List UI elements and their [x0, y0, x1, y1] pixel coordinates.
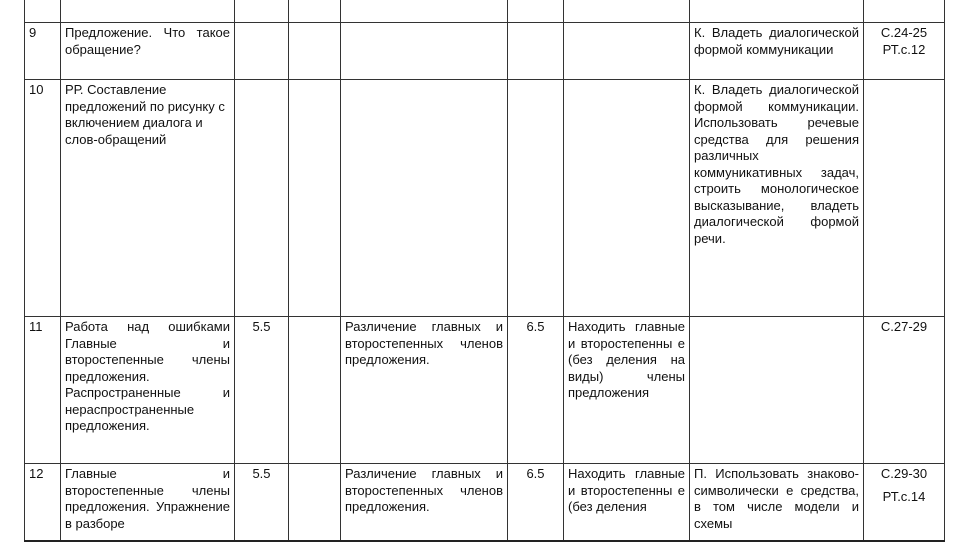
table-row [25, 317, 945, 464]
uud-text [690, 317, 864, 464]
table-top-row [25, 0, 945, 23]
content-2 [564, 80, 690, 317]
row-number: 11 [25, 317, 61, 464]
hours-1 [235, 23, 289, 80]
hours-1: 5.5 [235, 464, 289, 542]
page-refs [864, 80, 945, 317]
hours-1 [235, 80, 289, 317]
hours-1: 5.5 [235, 317, 289, 464]
empty-cell [289, 317, 341, 464]
lesson-topic: РР. Составление предложений по рисунку с включением диалога и слов-обращений [61, 80, 235, 317]
table-row [25, 80, 945, 317]
uud-text: К. Владеть диалогической формой коммуникации. Использовать речевые средства для решения различных коммуникативных задач, строить монологическое высказывание, владеть диалогической формой речи. [690, 80, 864, 317]
content-1 [341, 23, 508, 80]
content-2: Находить главные и второстепенны е (без деления [564, 464, 690, 542]
page-ref: РТ.с.14 [882, 488, 926, 504]
content-1 [341, 80, 508, 317]
content-1: Различение главных и второстепенных членов предложения. [341, 317, 508, 464]
page-ref: С.29-30 [880, 466, 928, 481]
page-refs [864, 464, 945, 542]
page-refs [864, 317, 945, 464]
lesson-topic: Главные и второстепенные члены предложения. Упражнение в разборе [61, 464, 235, 542]
page-refs [864, 23, 945, 80]
content-2 [564, 23, 690, 80]
content-2: Находить главные и второстепенны е (без деления на виды) члены предложения [564, 317, 690, 464]
row-number: 10 [25, 80, 61, 317]
uud-text: К. Владеть диалогической формой коммуникации [690, 23, 864, 80]
page-ref: С.24-25 [880, 25, 928, 40]
empty-cell [289, 80, 341, 317]
lesson-plan-table [24, 0, 945, 542]
row-number: 12 [25, 464, 61, 542]
page-ref: С.27-29 [880, 319, 928, 334]
content-1: Различение главных и второстепенных членов предложения. [341, 464, 508, 542]
table-row [25, 464, 945, 542]
uud-text: П. Использовать знаково-символически е средства, в том числе модели и схемы [690, 464, 864, 542]
hours-2 [508, 80, 564, 317]
page-ref: РТ.с.12 [882, 41, 926, 57]
empty-cell [289, 464, 341, 542]
hours-2: 6.5 [508, 317, 564, 464]
empty-cell [289, 23, 341, 80]
lesson-topic: Работа над ошибками Главные и второстепенные члены предложения. Распространенные и нераспространенные предложения. [61, 317, 235, 464]
hours-2 [508, 23, 564, 80]
table-row [25, 23, 945, 80]
hours-2: 6.5 [508, 464, 564, 542]
row-number: 9 [25, 23, 61, 80]
lesson-topic: Предложение. Что такое обращение? [61, 23, 235, 80]
